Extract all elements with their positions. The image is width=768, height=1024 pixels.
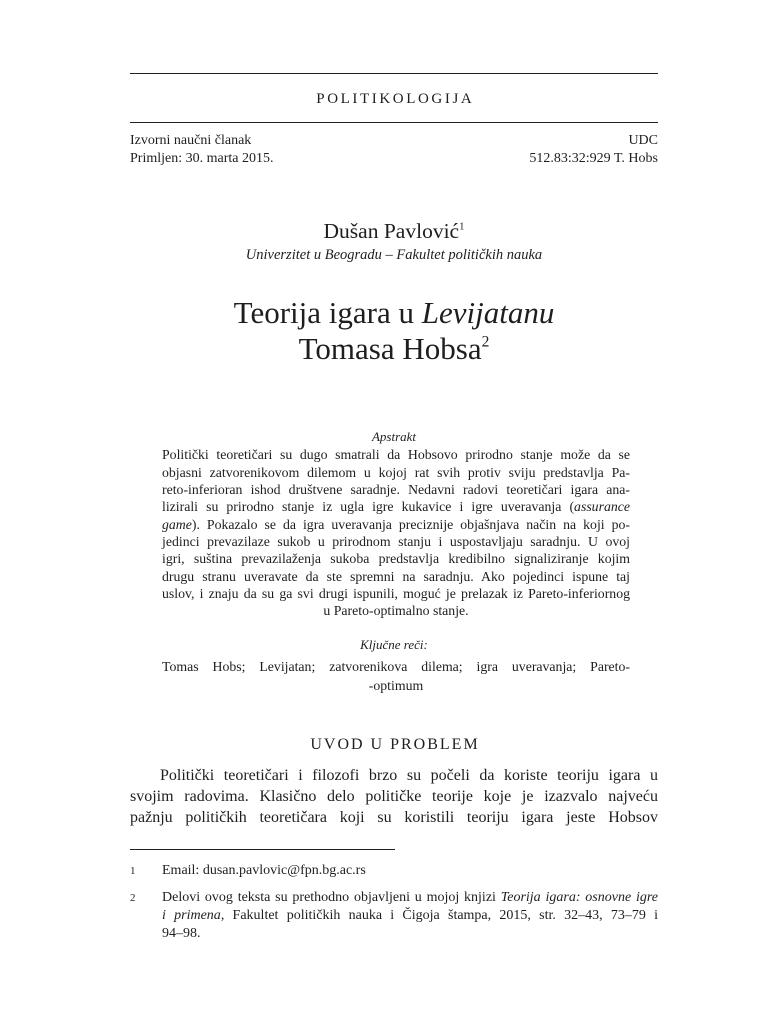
article-title-line-1 — [130, 294, 658, 332]
footnote-book-title: i primena — [162, 908, 221, 923]
footnote-line — [162, 907, 658, 925]
footnote-book-title: Teorija igara: osnovne igre — [500, 890, 658, 905]
footnote-1-mark: 1 — [130, 865, 136, 877]
footnote-separator — [130, 849, 395, 850]
udc-label: UDC — [628, 133, 658, 148]
abstract-line-italic-term: assurance — [574, 499, 630, 515]
abstract-line-segment: lizirali su prirodno stanje iz ugla igre kukavice i igre uveravanja ( — [162, 499, 575, 515]
abstract-line: Politički teoretičari su dugo smatrali da Hobsovo prirodno stanje može da se — [162, 447, 630, 463]
article-type: Izvorni naučni članak — [130, 133, 252, 148]
footnote-line-last: 94–98. — [162, 926, 201, 941]
abstract-line: reto-inferioran ishod društvene saradnje. Nedavni radovi teoretičari igara ana- — [162, 481, 630, 497]
header-rule-top — [130, 73, 658, 74]
author-name: Dušan Pavlović — [323, 219, 460, 243]
abstract-line: drugu stranu uveravate da ste spremni na saradnju. Ako pojedinci ispune taj — [162, 568, 630, 584]
abstract-line-segment: ). Pokazalo se da igra uveravanja preciznije objašnjava način na koji po- — [191, 516, 630, 532]
title-italic-work: Levijatanu — [421, 295, 555, 330]
abstract-line: jedinci prevazilaze sukob u prirodnom stanju i uspostavljaju saradnju. U ovoj — [162, 533, 630, 549]
title-prefix: Teorija igara u — [233, 295, 422, 330]
abstract-text — [162, 446, 630, 619]
abstract-line: igri, suština prevazilaženja sukoba predstavlja kredibilno signaliziranje kojim — [162, 551, 630, 567]
title-line-2-text: Tomasa Hobsa — [298, 331, 482, 366]
keywords-heading: Ključne reči: — [360, 637, 428, 652]
keywords-line-last: -optimum — [368, 677, 424, 693]
footnote-1-text — [162, 862, 658, 880]
body-line: svojim radovima. Klasično delo političke teorije koje je izazvalo najveću — [130, 787, 658, 805]
abstract-line-italic-term: game — [162, 516, 192, 532]
body-line: Politički teoretičari i filozofi brzo su počeli da koriste teoriju igara u — [160, 766, 658, 784]
journal-section-title: POLITIKOLOGIJA — [316, 91, 475, 107]
footnote-line: Email: dusan.pavlovic@fpn.bg.ac.rs — [162, 863, 366, 878]
title-footnote-ref: 2 — [481, 333, 490, 351]
abstract-line-last: u Pareto-optimalno stanje. — [323, 603, 469, 619]
received-date: Primljen: 30. marta 2015. — [130, 151, 274, 166]
keywords-text — [162, 657, 630, 695]
section-heading: UVOD U PROBLEM — [310, 736, 480, 753]
abstract-line: uslov, i znaju da su ga svi drugi ispunili, moguć je prelazak iz Pareto-inferiornog — [162, 585, 630, 601]
body-paragraph — [130, 765, 658, 828]
keywords-line: Tomas Hobs; Levijatan; zatvorenikova dilema; igra uveravanja; Pareto- — [162, 658, 630, 674]
body-line: pažnju političkih teoretičara koji su koristili teoriju igara jeste Hobsov — [130, 808, 658, 826]
abstract-line — [162, 516, 630, 533]
footnote-line — [162, 889, 658, 907]
udc-code: 512.83:32:929 T. Hobs — [529, 151, 658, 166]
footnote-line-segment: , Fakultet političkih nauka i Čigoja štampa, 2015, str. 32–43, 73–79 i — [220, 908, 658, 923]
header-rule-bottom — [130, 122, 658, 123]
author-affiliation: Univerzitet u Beogradu – Fakultet političkih nauka — [245, 247, 543, 263]
footnote-2-mark: 2 — [130, 892, 136, 904]
author — [130, 217, 658, 245]
abstract-line — [162, 498, 630, 515]
author-footnote-ref: 1 — [459, 220, 465, 233]
footnote-line-segment: Delovi ovog teksta su prethodno objavljeni u mojoj knjizi — [162, 890, 501, 905]
abstract-line: objasni zatvorenikovom dilemom u kojoj rat svih protiv sviju predstavlja Pa- — [162, 464, 630, 480]
article-title-line-2 — [130, 330, 658, 368]
abstract-heading: Apstrakt — [371, 429, 417, 444]
footnote-2-text — [162, 889, 658, 943]
